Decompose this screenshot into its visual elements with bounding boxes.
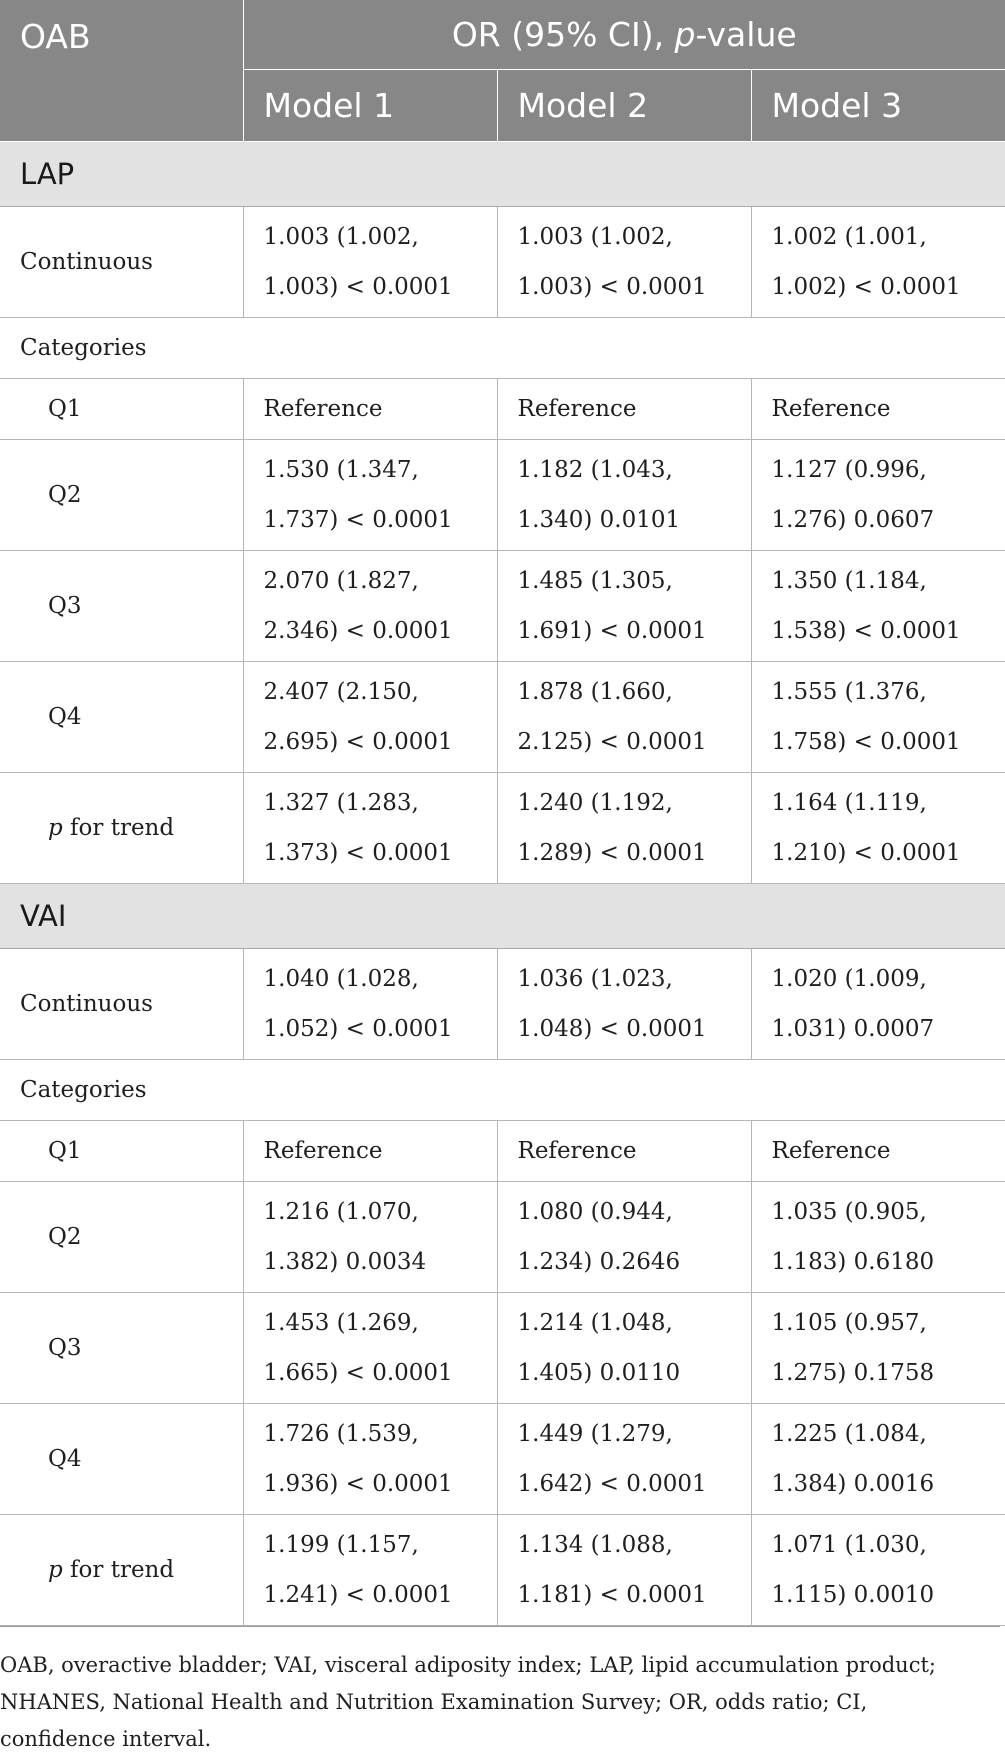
row-label: Q4 [0, 662, 243, 773]
model-2-value: 1.036 (1.023, 1.048) < 0.0001 [497, 949, 751, 1060]
header-model-3: Model 3 [751, 70, 1005, 142]
model-2-value: Reference [497, 1121, 751, 1182]
model-2-value: 1.878 (1.660, 2.125) < 0.0001 [497, 662, 751, 773]
table-row [0, 1121, 1005, 1182]
model-1-value: 1.040 (1.028, 1.052) < 0.0001 [243, 949, 497, 1060]
row-label: Q4 [0, 1404, 243, 1515]
model-1-value: Reference [243, 1121, 497, 1182]
table-row [0, 440, 1005, 551]
row-label: Q3 [0, 551, 243, 662]
model-1-value: 2.070 (1.827, 2.346) < 0.0001 [243, 551, 497, 662]
model-2-value: 1.214 (1.048, 1.405) 0.0110 [497, 1293, 751, 1404]
model-2-value: 1.182 (1.043, 1.340) 0.0101 [497, 440, 751, 551]
row-label: Q2 [0, 440, 243, 551]
model-3-value: 1.225 (1.084, 1.384) 0.0016 [751, 1404, 1005, 1515]
model-3-value: 1.020 (1.009, 1.031) 0.0007 [751, 949, 1005, 1060]
table-row [0, 1182, 1005, 1293]
model-1-value: 1.453 (1.269, 1.665) < 0.0001 [243, 1293, 497, 1404]
table-row [0, 1515, 1005, 1626]
model-1-value: 1.199 (1.157, 1.241) < 0.0001 [243, 1515, 497, 1626]
table-row [0, 379, 1005, 440]
table-header [0, 0, 1005, 142]
section-row-vai [0, 884, 1005, 949]
table-row [0, 551, 1005, 662]
model-3-value: 1.350 (1.184, 1.538) < 0.0001 [751, 551, 1005, 662]
footnote-line: OAB, overactive bladder; VAI, visceral adiposity index; LAP, lipid accumulation product; [0, 1653, 936, 1677]
model-3-value: 1.002 (1.001, 1.002) < 0.0001 [751, 207, 1005, 318]
section-title: VAI [0, 884, 1005, 949]
model-1-value: 1.726 (1.539, 1.936) < 0.0001 [243, 1404, 497, 1515]
table-footnote [0, 1626, 1000, 1758]
model-3-value: 1.035 (0.905, 1.183) 0.6180 [751, 1182, 1005, 1293]
table-row [0, 662, 1005, 773]
model-1-value: 2.407 (2.150, 2.695) < 0.0001 [243, 662, 497, 773]
model-3-value: Reference [751, 1121, 1005, 1182]
section-title: LAP [0, 142, 1005, 207]
row-label: Categories [0, 1060, 1005, 1121]
table-row [0, 949, 1005, 1060]
table-row [0, 1293, 1005, 1404]
model-3-value: 1.555 (1.376, 1.758) < 0.0001 [751, 662, 1005, 773]
model-2-value: 1.449 (1.279, 1.642) < 0.0001 [497, 1404, 751, 1515]
model-1-value: 1.530 (1.347, 1.737) < 0.0001 [243, 440, 497, 551]
model-3-value: Reference [751, 379, 1005, 440]
row-label: Categories [0, 318, 1005, 379]
model-2-value: 1.003 (1.002, 1.003) < 0.0001 [497, 207, 751, 318]
model-3-value: 1.164 (1.119, 1.210) < 0.0001 [751, 773, 1005, 884]
table-row [0, 318, 1005, 379]
row-label: Continuous [0, 207, 243, 318]
footnote-line: confidence interval. [0, 1727, 212, 1751]
header-model-2: Model 2 [497, 70, 751, 142]
row-label: p for trend [0, 1515, 243, 1626]
row-label: Q1 [0, 379, 243, 440]
table-row [0, 1060, 1005, 1121]
row-label: Continuous [0, 949, 243, 1060]
row-label: Q3 [0, 1293, 243, 1404]
model-1-value: 1.327 (1.283, 1.373) < 0.0001 [243, 773, 497, 884]
model-2-value: 1.485 (1.305, 1.691) < 0.0001 [497, 551, 751, 662]
row-label: Q2 [0, 1182, 243, 1293]
model-2-value: Reference [497, 379, 751, 440]
table-row [0, 1404, 1005, 1515]
model-1-value: 1.216 (1.070, 1.382) 0.0034 [243, 1182, 497, 1293]
row-label: p for trend [0, 773, 243, 884]
footnote-line: NHANES, National Health and Nutrition Examination Survey; OR, odds ratio; CI, [0, 1690, 868, 1714]
row-label: Q1 [0, 1121, 243, 1182]
model-3-value: 1.071 (1.030, 1.115) 0.0010 [751, 1515, 1005, 1626]
section-row-lap [0, 142, 1005, 207]
table-row [0, 773, 1005, 884]
model-1-value: Reference [243, 379, 497, 440]
table-row [0, 207, 1005, 318]
model-2-value: 1.134 (1.088, 1.181) < 0.0001 [497, 1515, 751, 1626]
model-2-value: 1.080 (0.944, 1.234) 0.2646 [497, 1182, 751, 1293]
model-1-value: 1.003 (1.002, 1.003) < 0.0001 [243, 207, 497, 318]
model-3-value: 1.105 (0.957, 1.275) 0.1758 [751, 1293, 1005, 1404]
header-oab: OAB [0, 0, 243, 142]
model-2-value: 1.240 (1.192, 1.289) < 0.0001 [497, 773, 751, 884]
model-3-value: 1.127 (0.996, 1.276) 0.0607 [751, 440, 1005, 551]
header-or-ci: OR (95% CI), p-value [243, 0, 1005, 70]
header-model-1: Model 1 [243, 70, 497, 142]
